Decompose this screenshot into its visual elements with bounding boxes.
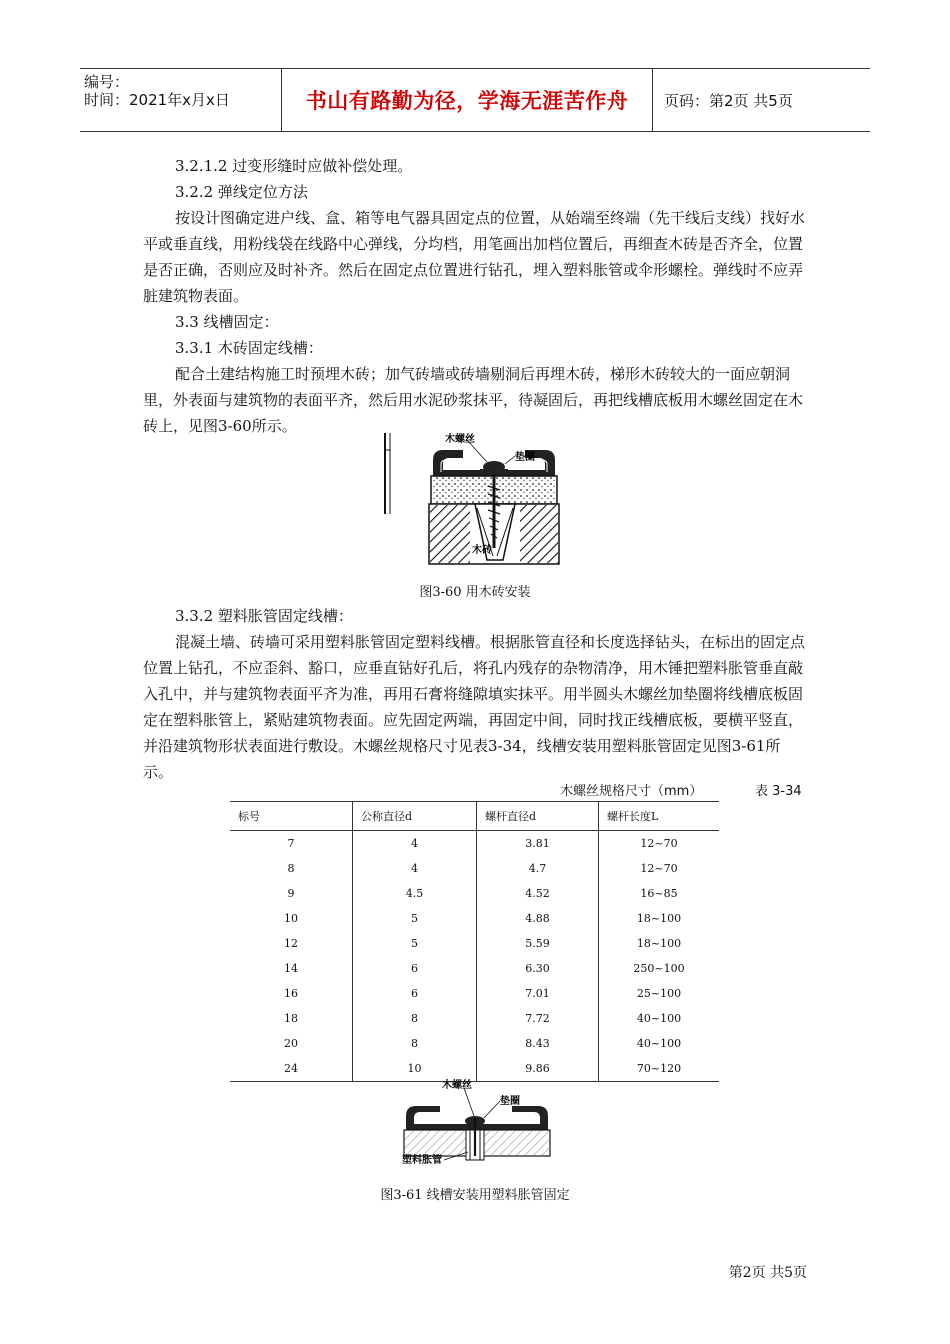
figure-3-60-caption: 图3-60 用木砖安装 bbox=[419, 585, 531, 600]
table-row bbox=[230, 981, 719, 1006]
cell-number: 24 bbox=[230, 1056, 353, 1082]
cell-shank-diameter: 7.01 bbox=[477, 981, 599, 1006]
cell-nominal-diameter: 6 bbox=[353, 981, 477, 1006]
cell-shank-diameter: 7.72 bbox=[477, 1006, 599, 1031]
cell-number: 10 bbox=[284, 912, 298, 925]
cell-nominal-diameter: 8 bbox=[353, 1006, 477, 1031]
column-header-nominal-diameter: 公称直径d bbox=[353, 802, 477, 831]
column-header-shank-length: 螺杆长度L bbox=[599, 802, 720, 831]
cell-shank-length: 18~100 bbox=[599, 906, 720, 931]
cell-shank-diameter: 5.59 bbox=[477, 931, 599, 956]
cell-number: 16 bbox=[284, 987, 298, 1000]
cell-shank-length: 12~70 bbox=[599, 831, 720, 857]
fig60-label-washer: 垫圈 bbox=[515, 452, 535, 463]
table-row bbox=[230, 956, 719, 981]
heading-3-3-2: 3.3.2 塑料胀管固定线槽： bbox=[175, 607, 353, 625]
table-title: 木螺丝规格尺寸（mm） bbox=[560, 784, 703, 799]
column-header-number: 标号 bbox=[230, 802, 353, 831]
table-header-row bbox=[230, 802, 719, 831]
cell-nominal-diameter: 4 bbox=[353, 856, 477, 881]
cell-number: 8 bbox=[287, 862, 295, 875]
page-header bbox=[80, 68, 870, 132]
cell-shank-diameter: 4.52 bbox=[477, 881, 599, 906]
figure-3-61 bbox=[400, 1076, 555, 1164]
fig61-label-screw: 木螺丝 bbox=[442, 1080, 472, 1091]
cell-number: 7 bbox=[287, 837, 295, 850]
heading-3-3: 3.3 线槽固定： bbox=[175, 313, 279, 331]
cell-shank-length: 40~100 bbox=[599, 1031, 720, 1056]
cell-shank-length: 16~85 bbox=[599, 881, 720, 906]
body-section-top bbox=[143, 153, 810, 439]
cell-shank-length: 40~100 bbox=[599, 1006, 720, 1031]
figure-3-60 bbox=[375, 428, 580, 570]
cell-shank-length: 70~120 bbox=[599, 1056, 720, 1082]
heading-3-2-1-2: 3.2.1.2 过变形缝时应做补偿处理。 bbox=[175, 157, 413, 175]
table-row bbox=[230, 1006, 719, 1031]
cell-shank-diameter: 6.30 bbox=[477, 956, 599, 981]
cell-nominal-diameter: 4 bbox=[353, 831, 477, 857]
cell-nominal-diameter: 5 bbox=[353, 931, 477, 956]
table-row bbox=[230, 881, 719, 906]
cell-shank-diameter: 9.86 bbox=[477, 1056, 599, 1082]
cell-number: 20 bbox=[284, 1037, 298, 1050]
cell-nominal-diameter: 6 bbox=[353, 956, 477, 981]
table-row bbox=[230, 831, 719, 857]
fig61-label-washer: 垫圈 bbox=[500, 1096, 520, 1107]
table-row bbox=[230, 931, 719, 956]
fig60-label-screw: 木螺丝 bbox=[445, 434, 475, 445]
cell-shank-length: 25~100 bbox=[599, 981, 720, 1006]
cell-shank-length: 250~100 bbox=[599, 956, 720, 981]
table-row bbox=[230, 1031, 719, 1056]
table-row bbox=[230, 856, 719, 881]
cell-shank-length: 12~70 bbox=[599, 856, 720, 881]
cell-shank-diameter: 3.81 bbox=[477, 831, 599, 857]
cell-shank-diameter: 8.43 bbox=[477, 1031, 599, 1056]
cell-number: 18 bbox=[284, 1012, 298, 1025]
paragraph-wood-brick: 配合土建结构施工时预埋木砖；加气砖墙或砖墙剔洞后再埋木砖，梯形木砖较大的一面应朝洞里，外表面与建筑物的表面平齐，然后用水泥砂浆抹平，待凝固后，再把线槽底板用木螺丝固定在木砖上，见图3-60所示。 bbox=[143, 365, 804, 435]
heading-3-3-1: 3.3.1 木砖固定线槽： bbox=[175, 339, 323, 357]
page-footer: 第2页 共5页 bbox=[728, 1265, 807, 1281]
cell-shank-diameter: 4.88 bbox=[477, 906, 599, 931]
fig61-label-anchor: 塑料胀管 bbox=[402, 1155, 442, 1164]
cell-nominal-diameter: 8 bbox=[353, 1031, 477, 1056]
cell-shank-diameter: 4.7 bbox=[477, 856, 599, 881]
column-header-shank-diameter: 螺杆直径d bbox=[477, 802, 599, 831]
body-section-middle bbox=[143, 603, 810, 785]
table-row bbox=[230, 906, 719, 931]
cell-number: 14 bbox=[284, 962, 298, 975]
cell-number: 9 bbox=[287, 887, 295, 900]
header-slogan: 书山有路勤为径，学海无涯苦作舟 bbox=[281, 69, 653, 131]
cell-number: 12 bbox=[284, 937, 298, 950]
header-page-info: 页码：第2页 共5页 bbox=[664, 91, 793, 110]
header-left-cell bbox=[80, 69, 280, 131]
cell-nominal-diameter: 10 bbox=[353, 1056, 477, 1082]
screw-spec-table bbox=[230, 801, 719, 1082]
fig60-label-brick: 木砖 bbox=[472, 545, 492, 556]
cell-shank-length: 18~100 bbox=[599, 931, 720, 956]
paragraph-chalk-line: 按设计图确定进户线、盒、箱等电气器具固定点的位置，从始端至终端（先干线后支线）找好水平或垂直线，用粉线袋在线路中心弹线，分均档，用笔画出加档位置后，再细查木砖是否齐全，位置是否正确，否则应及时补齐。然后在固定点位置进行钻孔，埋入塑料胀管或伞形螺栓。弹线时不应弄脏建筑物表面。 bbox=[143, 209, 806, 305]
figure-3-61-caption: 图3-61 线槽安装用塑料胀管固定 bbox=[380, 1188, 570, 1203]
table-number: 表 3-34 bbox=[755, 784, 802, 799]
cell-nominal-diameter: 4.5 bbox=[353, 881, 477, 906]
cell-nominal-diameter: 5 bbox=[353, 906, 477, 931]
paragraph-plastic-anchor: 混凝土墙、砖墙可采用塑料胀管固定塑料线槽。根据胀管直径和长度选择钻头，在标出的固定点位置上钻孔，不应歪斜、豁口，应垂直钻好孔后，将孔内残存的杂物清净，用木锤把塑料胀管垂直敲入孔中，并与建筑物表面平齐为准，再用石膏将缝隙填实抹平。用半圆头木螺丝加垫圈将线槽底板固定在塑料胀管上，紧贴建筑物表面。应先固定两端，再固定中间，同时找正线槽底板，要横平竖直，并沿建筑物形状表面进行敷设。木螺丝规格尺寸见表3-34，线槽安装用塑料胀管固定见图3-61所示。 bbox=[143, 633, 806, 781]
heading-3-2-2: 3.2.2 弹线定位方法 bbox=[175, 183, 308, 201]
time-label: 时间：2021年x月x日 bbox=[84, 91, 230, 109]
doc-number-label: 编号： bbox=[84, 73, 130, 91]
